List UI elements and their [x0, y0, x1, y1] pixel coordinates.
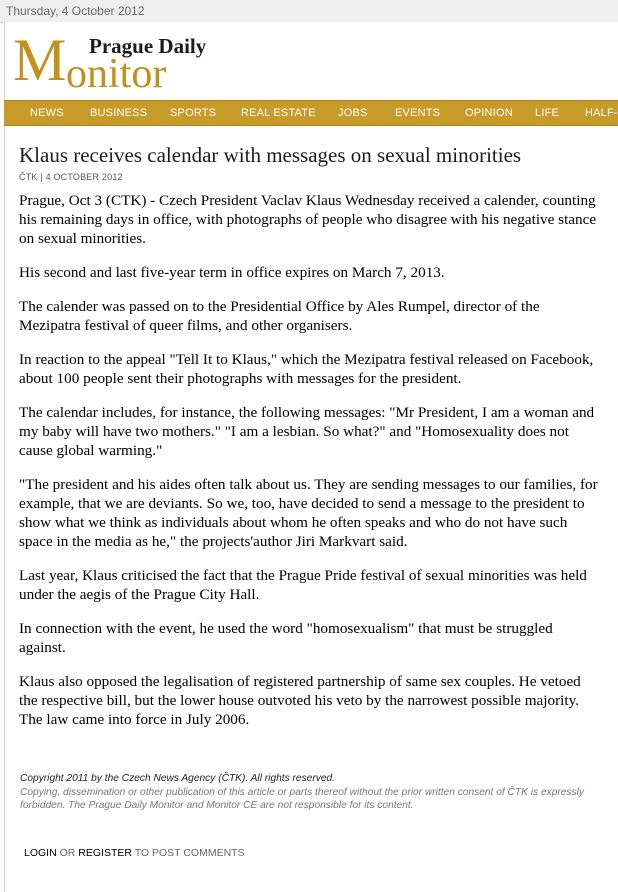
date-bar [0, 0, 618, 23]
article-title: Klaus receives calendar with messages on sexual minorities [19, 143, 522, 167]
copyright-disclaimer: Copying, dissemination or other publication of this article or parts thereof without the prior written consent of ČTK is expressly forbidden. The Prague Daily Monitor and Monitor CE are not responsible for its content. [20, 786, 584, 811]
comment-login-prompt [24, 847, 245, 859]
nav-half[interactable]: HALF- [585, 107, 618, 119]
main-nav [4, 100, 618, 126]
nav-life[interactable]: LIFE [535, 107, 560, 119]
logo-letter-m: M [13, 27, 66, 93]
nav-sports[interactable]: SPORTS [170, 107, 217, 119]
article-date: 4 OCTOBER 2012 [45, 172, 123, 182]
site-logo[interactable] [13, 27, 233, 97]
register-link[interactable]: REGISTER [78, 847, 132, 859]
article-paragraph: In connection with the event, he used the word "homosexualism" that must be struggled against. [19, 620, 553, 656]
article-paragraph: The calender was passed on to the Presidential Office by Ales Rumpel, director of the Mezipatra festival of queer films, and other organisers. [19, 298, 540, 334]
nav-events[interactable]: EVENTS [395, 107, 441, 119]
article-body [19, 191, 601, 744]
nav-business[interactable]: BUSINESS [90, 107, 148, 119]
logo-onitor: onitor [66, 51, 167, 97]
article-paragraph: Prague, Oct 3 (CTK) - Czech President Vaclav Klaus Wednesday received a calender, counting his remaining days in office, with photographs of people who disagree with his negative stance on sexual minorities. [19, 192, 597, 247]
copyright-notice [20, 772, 595, 813]
article-source: ČTK [19, 172, 38, 182]
article-paragraph: "The president and his aides often talk about us. They are sending messages to our families, for example, that we are deviants. So we, too, have decided to send a message to the president to show what we think as individuals about whom he often speaks and who do not have such space in the media as he," the projects'author Jiri Markvart said. [19, 476, 598, 550]
nav-news[interactable]: NEWS [30, 107, 64, 119]
copyright-line: Copyright 2011 by the Czech News Agency (ČTK). All rights reserved. [20, 773, 335, 784]
article-paragraph: His second and last five-year term in office expires on March 7, 2013. [19, 264, 445, 281]
nav-jobs[interactable]: JOBS [338, 107, 368, 119]
logo-prague-daily: Prague Daily [89, 34, 207, 58]
login-link[interactable]: LOGIN [24, 847, 57, 859]
current-date: Thursday, 4 October 2012 [6, 4, 145, 18]
article-paragraph: Last year, Klaus criticised the fact that the Prague Pride festival of sexual minorities was held under the aegis of the Prague City Hall. [19, 567, 587, 603]
article-paragraph: In reaction to the appeal "Tell It to Klaus," which the Mezipatra festival released on Facebook, about 100 people sent their photographs with messages for the president. [19, 351, 594, 387]
post-comments-text: TO POST COMMENTS [134, 847, 245, 859]
article-meta: ČTK | 4 OCTOBER 2012 [19, 172, 123, 182]
article-paragraph: Klaus also opposed the legalisation of registered partnership of same sex couples. He vetoed the respective bill, but the lower house outvoted his veto by the narrowest possible majority. The law came into force in July 2006. [19, 673, 581, 728]
nav-real-estate[interactable]: REAL ESTATE [241, 107, 316, 119]
or-text: OR [59, 847, 76, 859]
nav-opinion[interactable]: OPINION [465, 107, 513, 119]
article-paragraph: The calendar includes, for instance, the following messages: "Mr President, I am a woman and my baby will have two mothers." "I am a lesbian. So what?" and "Homosexuality does not cause global warming." [19, 404, 595, 459]
